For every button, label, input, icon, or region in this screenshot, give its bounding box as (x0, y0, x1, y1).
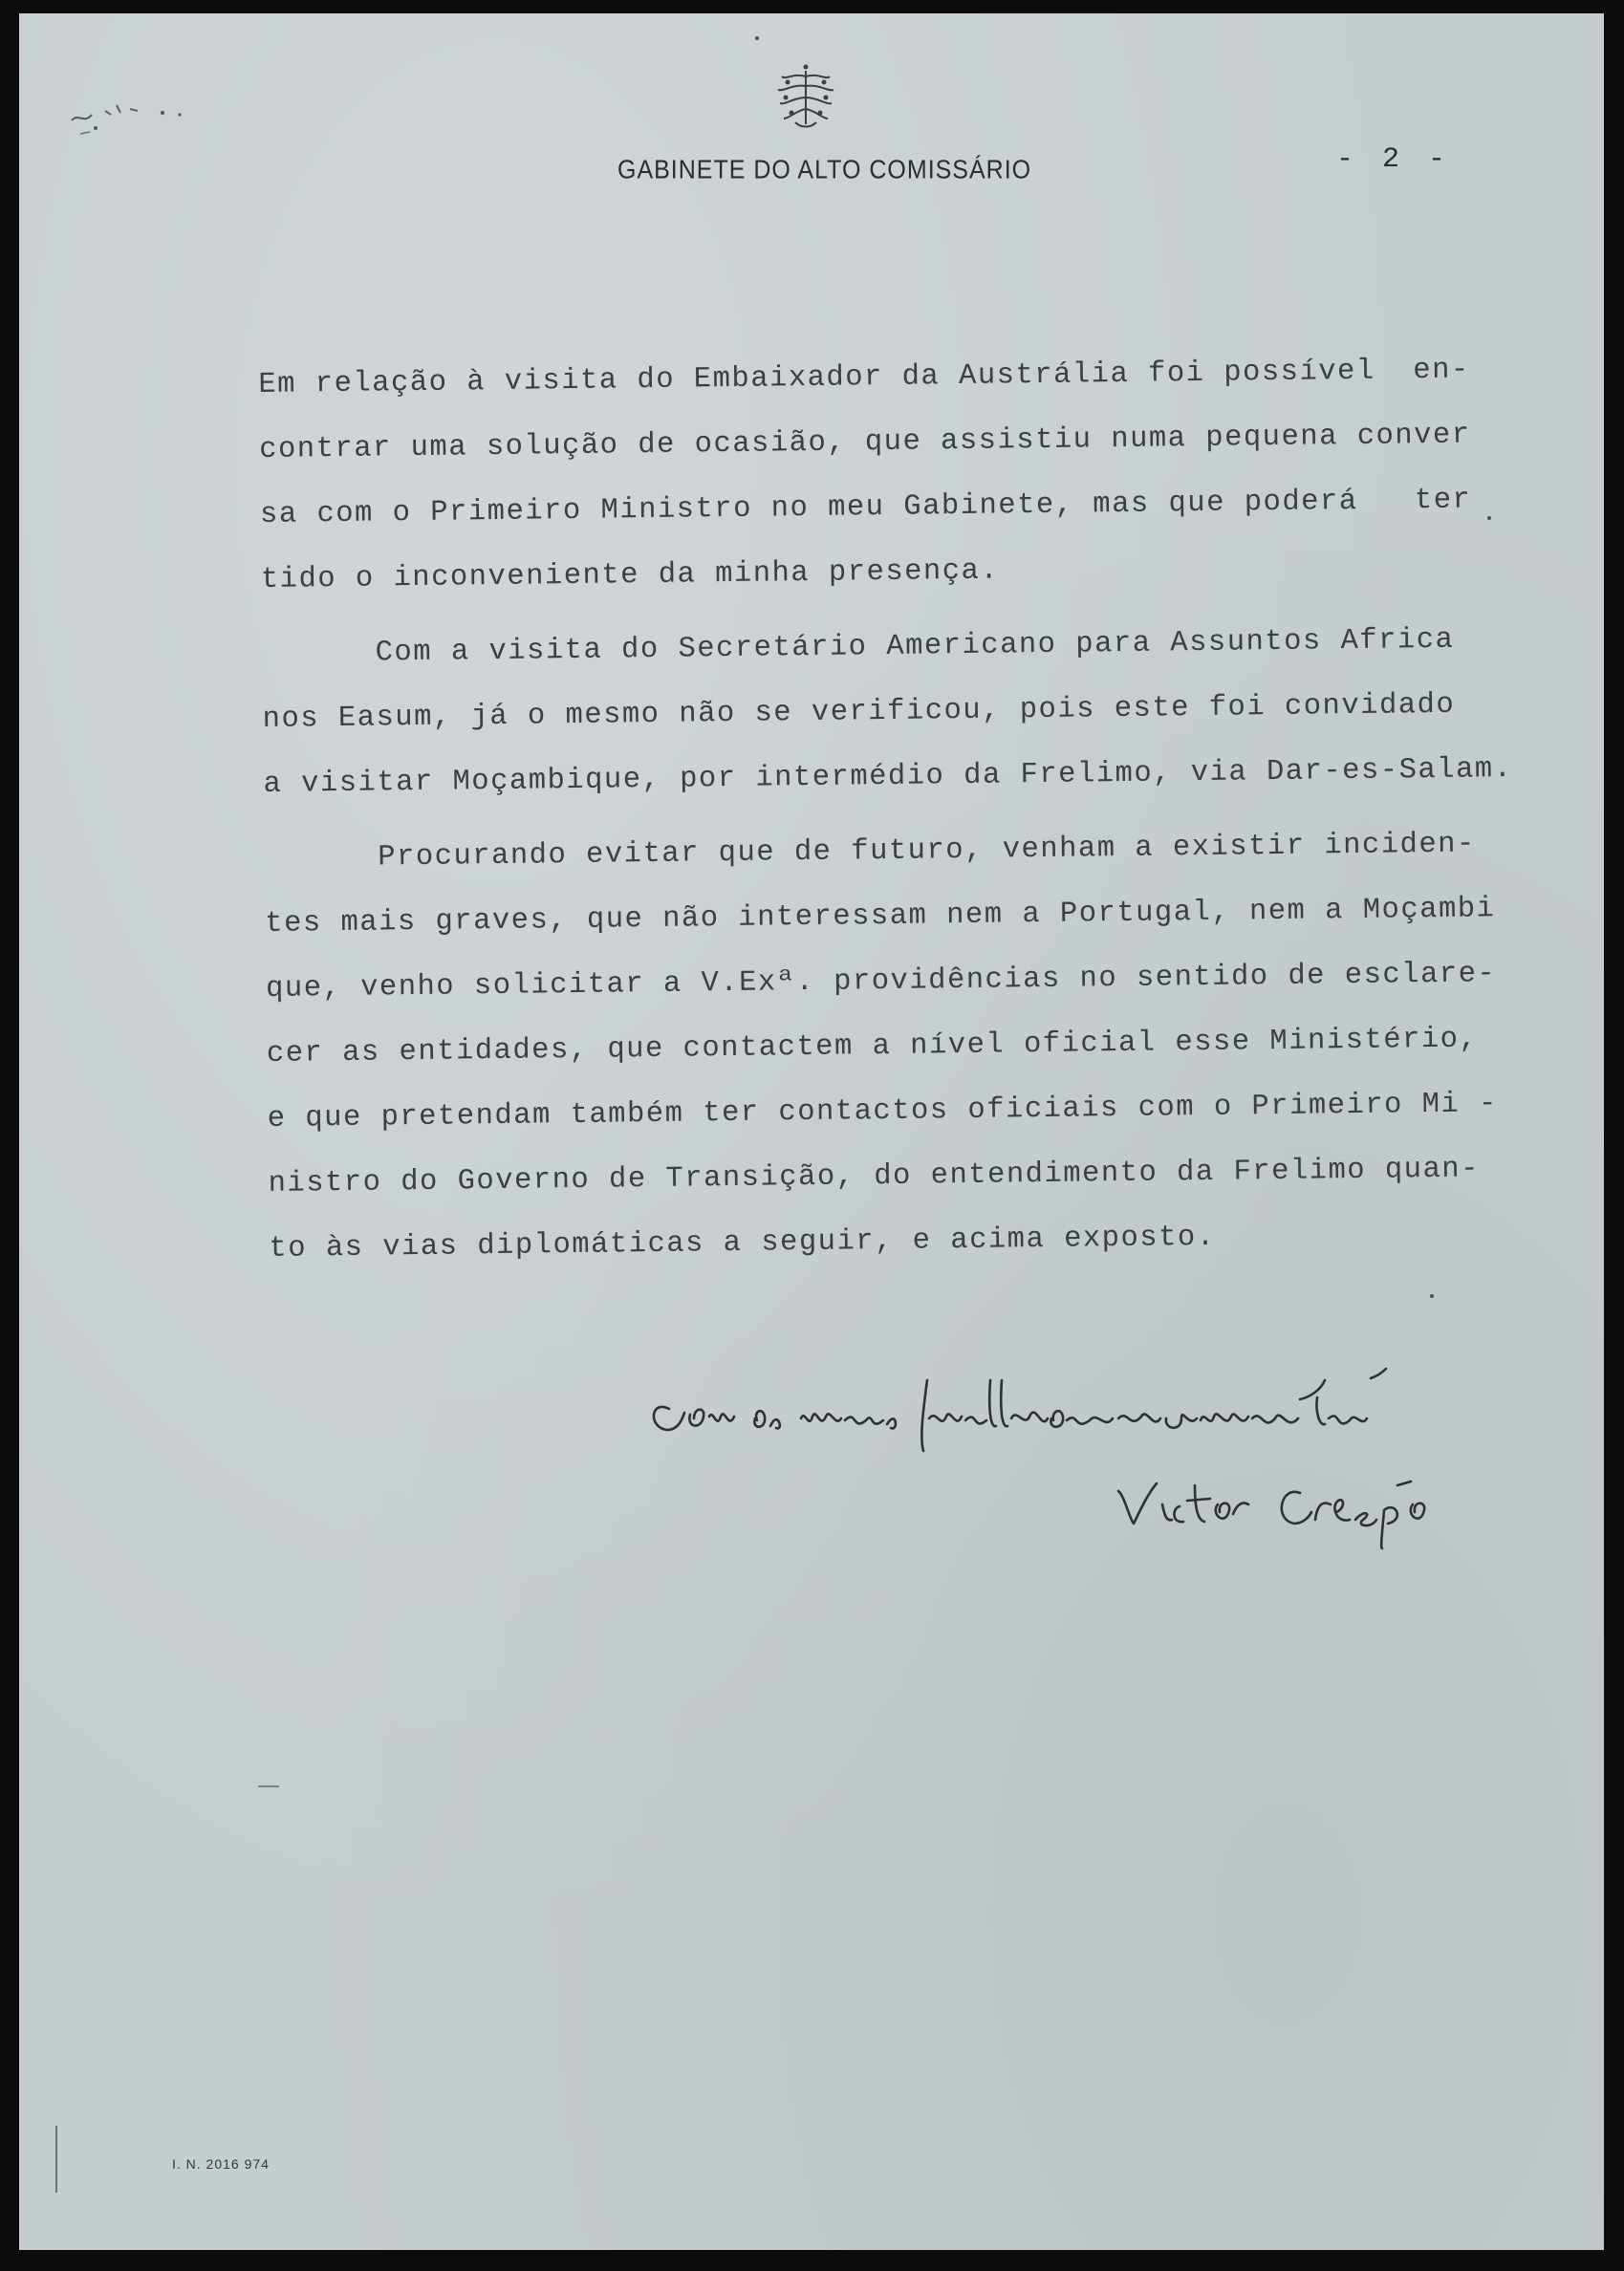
text-line: tes mais graves, que não interessam nem a Portugal, nem a Moçambi (265, 893, 1496, 941)
text-line: nistro do Governo de Transição, do entendimento da Frelimo quan- (268, 1153, 1481, 1200)
ink-speck (1487, 516, 1491, 520)
text-line: que, venho solicitar a V.Exª. providências no sentido de esclare- (265, 958, 1497, 1006)
text-line: a visitar Moçambique, por intermédio da Frelimo, via Dar-es-Salam. (263, 752, 1513, 801)
coat-of-arms-emblem (772, 63, 839, 132)
text-line: to às vias diplomáticas a seguir, e acima exposto. (269, 1221, 1216, 1265)
letterhead-title: GABINETE DO ALTO COMISSÁRIO (617, 155, 1032, 185)
text-line: Com a visita do Secretário Americano para Assuntos Africa (261, 623, 1455, 671)
document-page (19, 13, 1604, 2250)
text-line: nos Easum, já o mesmo não se verificou, pois este foi convidado (262, 688, 1456, 736)
text-line: e que pretendam também ter contactos oficiais com o Primeiro Mi - (267, 1088, 1499, 1136)
text-line: sa com o Primeiro Ministro no meu Gabinete, mas que poderá ter (259, 484, 1472, 531)
form-code: I. N. 2016 974 (172, 2156, 270, 2172)
text-line: tido o inconveniente da minha presença. (260, 554, 1000, 596)
text-line: Em relação à visita do Embaixador da Austrália foi possível en- (258, 354, 1470, 401)
ink-speck (755, 36, 759, 40)
stray-dash-mark (258, 1785, 279, 1787)
text-line: contrar uma solução de ocasião, que assistiu numa pequena conver (259, 419, 1471, 466)
paragraph-3 (264, 811, 1550, 1282)
text-line: Procurando evitar que de futuro, venham a existir inciden- (264, 828, 1476, 876)
stray-ink-marks (67, 92, 220, 140)
paragraph-2 (261, 607, 1544, 817)
letter-body (258, 337, 1550, 1282)
paragraph-1 (258, 337, 1542, 613)
margin-rule (55, 2126, 57, 2193)
ink-speck (1430, 1294, 1434, 1298)
text-line: cer as entidades, que contactem a nível oficial esse Ministério, (266, 1023, 1479, 1071)
handwritten-signature (640, 1352, 1501, 1552)
page-number: - 2 - (1336, 143, 1452, 176)
